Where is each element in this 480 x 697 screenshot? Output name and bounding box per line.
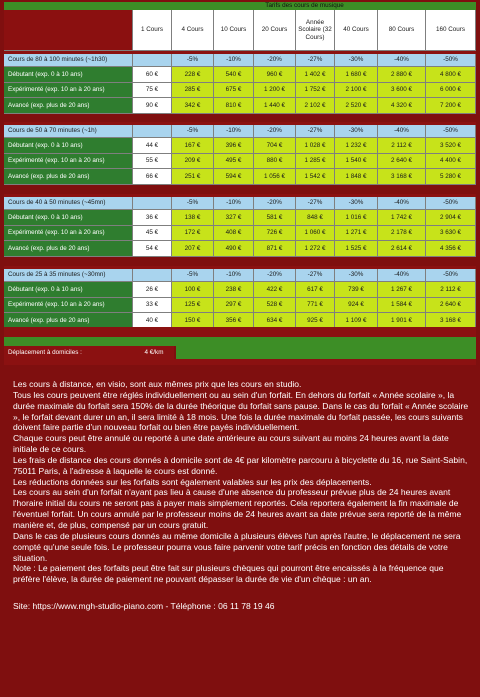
price-cell: 2 614 € — [378, 241, 426, 257]
price-cell: 617 € — [296, 282, 335, 298]
level-label: Expérimenté (exp. 10 an à 20 ans) — [4, 83, 133, 99]
price-cell: 1 848 € — [335, 169, 378, 185]
note-paragraph: Note : Le paiement des forfaits peut être fait sur plusieurs chèques qui pourront être encaissés à la fréquence que préfère l'élève, la durée de paiement ne pouvant dépasser la durée de vie d'un chèque : un an. — [13, 563, 444, 585]
discount-cell: -30% — [335, 197, 378, 210]
price-cell: 1 525 € — [335, 241, 378, 257]
discount-cell — [133, 125, 172, 138]
column-header: 1 Cours — [133, 10, 172, 51]
header-corner — [4, 10, 133, 51]
price-cell: 490 € — [214, 241, 254, 257]
price-cell: 2 904 € — [426, 210, 476, 226]
discount-cell: -27% — [296, 269, 335, 282]
price-cell: 356 € — [214, 313, 254, 329]
note-paragraph: Dans le cas de plusieurs cours donnés au même domicile à plusieurs élèves l'un après l'autre, le déplacement ne sera compté qu'une seule fois. Le professeur pourra vous faire parvenir votre tarif précis en fonction des détails de votre situation. — [13, 530, 461, 563]
column-header: 4 Cours — [172, 10, 214, 51]
discount-cell: -50% — [426, 197, 476, 210]
price-cell: 495 € — [214, 154, 254, 170]
price-cell: 1 742 € — [378, 210, 426, 226]
price-cell: 4 800 € — [426, 67, 476, 83]
level-label: Avancé (exp. plus de 20 ans) — [4, 169, 133, 185]
discount-cell — [133, 197, 172, 210]
price-cell: 1 542 € — [296, 169, 335, 185]
group-label: Cours de 50 à 70 minutes (~1h) — [4, 125, 133, 138]
price-cell: 1 680 € — [335, 67, 378, 83]
price-cell: 704 € — [254, 138, 296, 154]
notes-section — [13, 379, 471, 612]
level-label: Expérimenté (exp. 10 an à 20 ans) — [4, 298, 133, 314]
price-cell: 1 232 € — [335, 138, 378, 154]
price-cell: 2 640 € — [426, 298, 476, 314]
discount-cell: -40% — [378, 54, 426, 67]
discount-cell: -27% — [296, 54, 335, 67]
price-cell: 810 € — [214, 98, 254, 114]
price-cell: 327 € — [214, 210, 254, 226]
table-footer — [4, 359, 476, 365]
price-cell: 2 102 € — [296, 98, 335, 114]
price-cell: 45 € — [133, 226, 172, 242]
price-cell: 44 € — [133, 138, 172, 154]
price-cell: 1 272 € — [296, 241, 335, 257]
price-cell: 60 € — [133, 67, 172, 83]
price-cell: 3 168 € — [426, 313, 476, 329]
price-cell: 297 € — [214, 298, 254, 314]
price-cell: 251 € — [172, 169, 214, 185]
price-cell: 54 € — [133, 241, 172, 257]
discount-cell: -10% — [214, 54, 254, 67]
price-cell: 1 540 € — [335, 154, 378, 170]
discount-cell: -20% — [254, 197, 296, 210]
price-cell: 167 € — [172, 138, 214, 154]
group-label: Cours de 25 à 35 minutes (~30mn) — [4, 269, 133, 282]
price-cell: 1 060 € — [296, 226, 335, 242]
price-cell: 40 € — [133, 313, 172, 329]
price-cell: 880 € — [254, 154, 296, 170]
price-cell: 408 € — [214, 226, 254, 242]
travel-label: Déplacement à domiciles : — [4, 346, 134, 359]
discount-cell: -30% — [335, 269, 378, 282]
price-cell: 1 402 € — [296, 67, 335, 83]
price-cell: 55 € — [133, 154, 172, 170]
note-paragraph: Les réductions données sur les forfaits sont également valables sur les prix des déplacements. — [13, 476, 372, 487]
price-cell: 125 € — [172, 298, 214, 314]
price-cell: 66 € — [133, 169, 172, 185]
discount-cell: -5% — [172, 54, 214, 67]
level-label: Débutant (exp. 0 à 10 ans) — [4, 210, 133, 226]
price-cell: 285 € — [172, 83, 214, 99]
price-cell: 528 € — [254, 298, 296, 314]
price-cell: 2 100 € — [335, 83, 378, 99]
price-cell: 1 584 € — [378, 298, 426, 314]
discount-cell — [133, 54, 172, 67]
price-cell: 1 267 € — [378, 282, 426, 298]
price-cell: 4 356 € — [426, 241, 476, 257]
level-label: Avancé (exp. plus de 20 ans) — [4, 241, 133, 257]
discount-cell: -5% — [172, 125, 214, 138]
price-cell: 634 € — [254, 313, 296, 329]
price-cell: 2 880 € — [378, 67, 426, 83]
price-cell: 1 056 € — [254, 169, 296, 185]
column-header: 10 Cours — [214, 10, 254, 51]
price-cell: 90 € — [133, 98, 172, 114]
column-header: 20 Cours — [254, 10, 296, 51]
discount-cell: -27% — [296, 125, 335, 138]
level-label: Expérimenté (exp. 10 an à 20 ans) — [4, 154, 133, 170]
site-contact: Site: https://www.mgh-studio-piano.com - Téléphone : 06 11 78 19 46 — [13, 601, 275, 612]
price-cell: 925 € — [296, 313, 335, 329]
note-paragraph: Les cours à distance, en visio, sont aux mêmes prix que les cours en studio. — [13, 379, 302, 389]
price-cell: 871 € — [254, 241, 296, 257]
level-label: Débutant (exp. 0 à 10 ans) — [4, 138, 133, 154]
price-cell: 1 752 € — [296, 83, 335, 99]
level-label: Débutant (exp. 0 à 10 ans) — [4, 282, 133, 298]
column-header: 80 Cours — [378, 10, 426, 51]
discount-cell: -50% — [426, 54, 476, 67]
price-cell: 209 € — [172, 154, 214, 170]
discount-cell: -20% — [254, 269, 296, 282]
note-paragraph: Les cours au sein d'un forfait n'ayant pas lieu à cause d'une absence du professeur prévue plus de 24 heures avant l'horaire initial du cours ne seront pas à payer mais simplement reportés. Cela reportera également la fin maximale de l'éventuel forfait. Un cours annulé par le professeur moins de 24 heures avant sa date prévue sera reporté de la même manière et, de plus, compensé par un cours gratuit. — [13, 487, 462, 530]
discount-cell: -27% — [296, 197, 335, 210]
price-cell: 594 € — [214, 169, 254, 185]
discount-cell: -20% — [254, 54, 296, 67]
price-cell: 238 € — [214, 282, 254, 298]
price-cell: 3 168 € — [378, 169, 426, 185]
price-cell: 5 280 € — [426, 169, 476, 185]
discount-cell — [133, 269, 172, 282]
price-cell: 3 630 € — [426, 226, 476, 242]
price-cell: 581 € — [254, 210, 296, 226]
price-cell: 1 109 € — [335, 313, 378, 329]
title-bar-left — [4, 2, 133, 10]
level-label: Débutant (exp. 0 à 10 ans) — [4, 67, 133, 83]
price-cell: 2 112 € — [426, 282, 476, 298]
price-cell: 4 400 € — [426, 154, 476, 170]
price-cell: 2 178 € — [378, 226, 426, 242]
price-cell: 771 € — [296, 298, 335, 314]
discount-cell: -10% — [214, 125, 254, 138]
price-cell: 540 € — [214, 67, 254, 83]
discount-cell: -30% — [335, 125, 378, 138]
price-cell: 960 € — [254, 67, 296, 83]
price-cell: 1 028 € — [296, 138, 335, 154]
group-separator — [4, 327, 476, 337]
price-cell: 726 € — [254, 226, 296, 242]
price-cell: 26 € — [133, 282, 172, 298]
level-label: Avancé (exp. plus de 20 ans) — [4, 98, 133, 114]
price-cell: 848 € — [296, 210, 335, 226]
note-paragraph: Chaque cours peut être annulé ou reporté à une date antérieure au cours suivant au moins 24 heures avant la date initiale de ce cours. — [13, 433, 449, 455]
price-cell: 7 200 € — [426, 98, 476, 114]
price-cell: 2 640 € — [378, 154, 426, 170]
travel-value: 4 €/km — [134, 346, 174, 359]
price-cell: 1 901 € — [378, 313, 426, 329]
price-cell: 3 600 € — [378, 83, 426, 99]
discount-cell: -40% — [378, 269, 426, 282]
travel-bar-right — [176, 346, 476, 359]
travel-bar — [4, 337, 476, 346]
discount-cell: -40% — [378, 125, 426, 138]
group-label: Cours de 40 à 50 minutes (~45mn) — [4, 197, 133, 210]
price-cell: 36 € — [133, 210, 172, 226]
discount-cell: -30% — [335, 54, 378, 67]
discount-cell: -5% — [172, 269, 214, 282]
price-cell: 924 € — [335, 298, 378, 314]
price-cell: 4 320 € — [378, 98, 426, 114]
discount-cell: -5% — [172, 197, 214, 210]
price-cell: 33 € — [133, 298, 172, 314]
discount-cell: -50% — [426, 269, 476, 282]
column-header: Année Scolaire (32 Cours) — [296, 10, 335, 51]
price-cell: 228 € — [172, 67, 214, 83]
price-cell: 2 112 € — [378, 138, 426, 154]
price-cell: 6 000 € — [426, 83, 476, 99]
column-header: 160 Cours — [426, 10, 476, 51]
price-cell: 396 € — [214, 138, 254, 154]
price-cell: 342 € — [172, 98, 214, 114]
price-cell: 739 € — [335, 282, 378, 298]
price-cell: 1 016 € — [335, 210, 378, 226]
price-cell: 150 € — [172, 313, 214, 329]
price-cell: 1 440 € — [254, 98, 296, 114]
level-label: Expérimenté (exp. 10 an à 20 ans) — [4, 226, 133, 242]
price-cell: 138 € — [172, 210, 214, 226]
price-cell: 172 € — [172, 226, 214, 242]
price-cell: 100 € — [172, 282, 214, 298]
price-cell: 2 520 € — [335, 98, 378, 114]
discount-cell: -10% — [214, 197, 254, 210]
level-label: Avancé (exp. plus de 20 ans) — [4, 313, 133, 329]
discount-cell: -10% — [214, 269, 254, 282]
price-cell: 675 € — [214, 83, 254, 99]
column-header: 40 Cours — [335, 10, 378, 51]
discount-cell: -20% — [254, 125, 296, 138]
price-cell: 1 200 € — [254, 83, 296, 99]
price-cell: 1 271 € — [335, 226, 378, 242]
discount-cell: -40% — [378, 197, 426, 210]
price-cell: 1 285 € — [296, 154, 335, 170]
discount-cell: -50% — [426, 125, 476, 138]
price-cell: 75 € — [133, 83, 172, 99]
group-label: Cours de 80 à 100 minutes (~1h30) — [4, 54, 133, 67]
note-paragraph: Les frais de distance des cours donnés à domicile sont de 4€ par kilomètre parcouru à bicyclette du 16, rue Saint-Sabin, 75011 Paris, à l'adresse à laquelle le cours est donné. — [13, 454, 468, 476]
price-cell: 3 520 € — [426, 138, 476, 154]
note-paragraph: Tous les cours peuvent être réglés individuellement ou au sein d'un forfait. En dehors du forfait « Année scolaire », la durée maximale du forfait sera 150% de la durée théorique du forfait sans pause. Dans le cas du forfait « Année scolaire », le forfait devant durer un an, il sera limité à 18 mois. Une fois la durée maximale du forfait passée, les cours suivants doivent faire partie d'un nouveau forfait ou bien être payés individuellement. — [13, 389, 469, 433]
title-bar: Tarifs des cours de musique — [133, 2, 476, 10]
price-cell: 422 € — [254, 282, 296, 298]
price-cell: 207 € — [172, 241, 214, 257]
